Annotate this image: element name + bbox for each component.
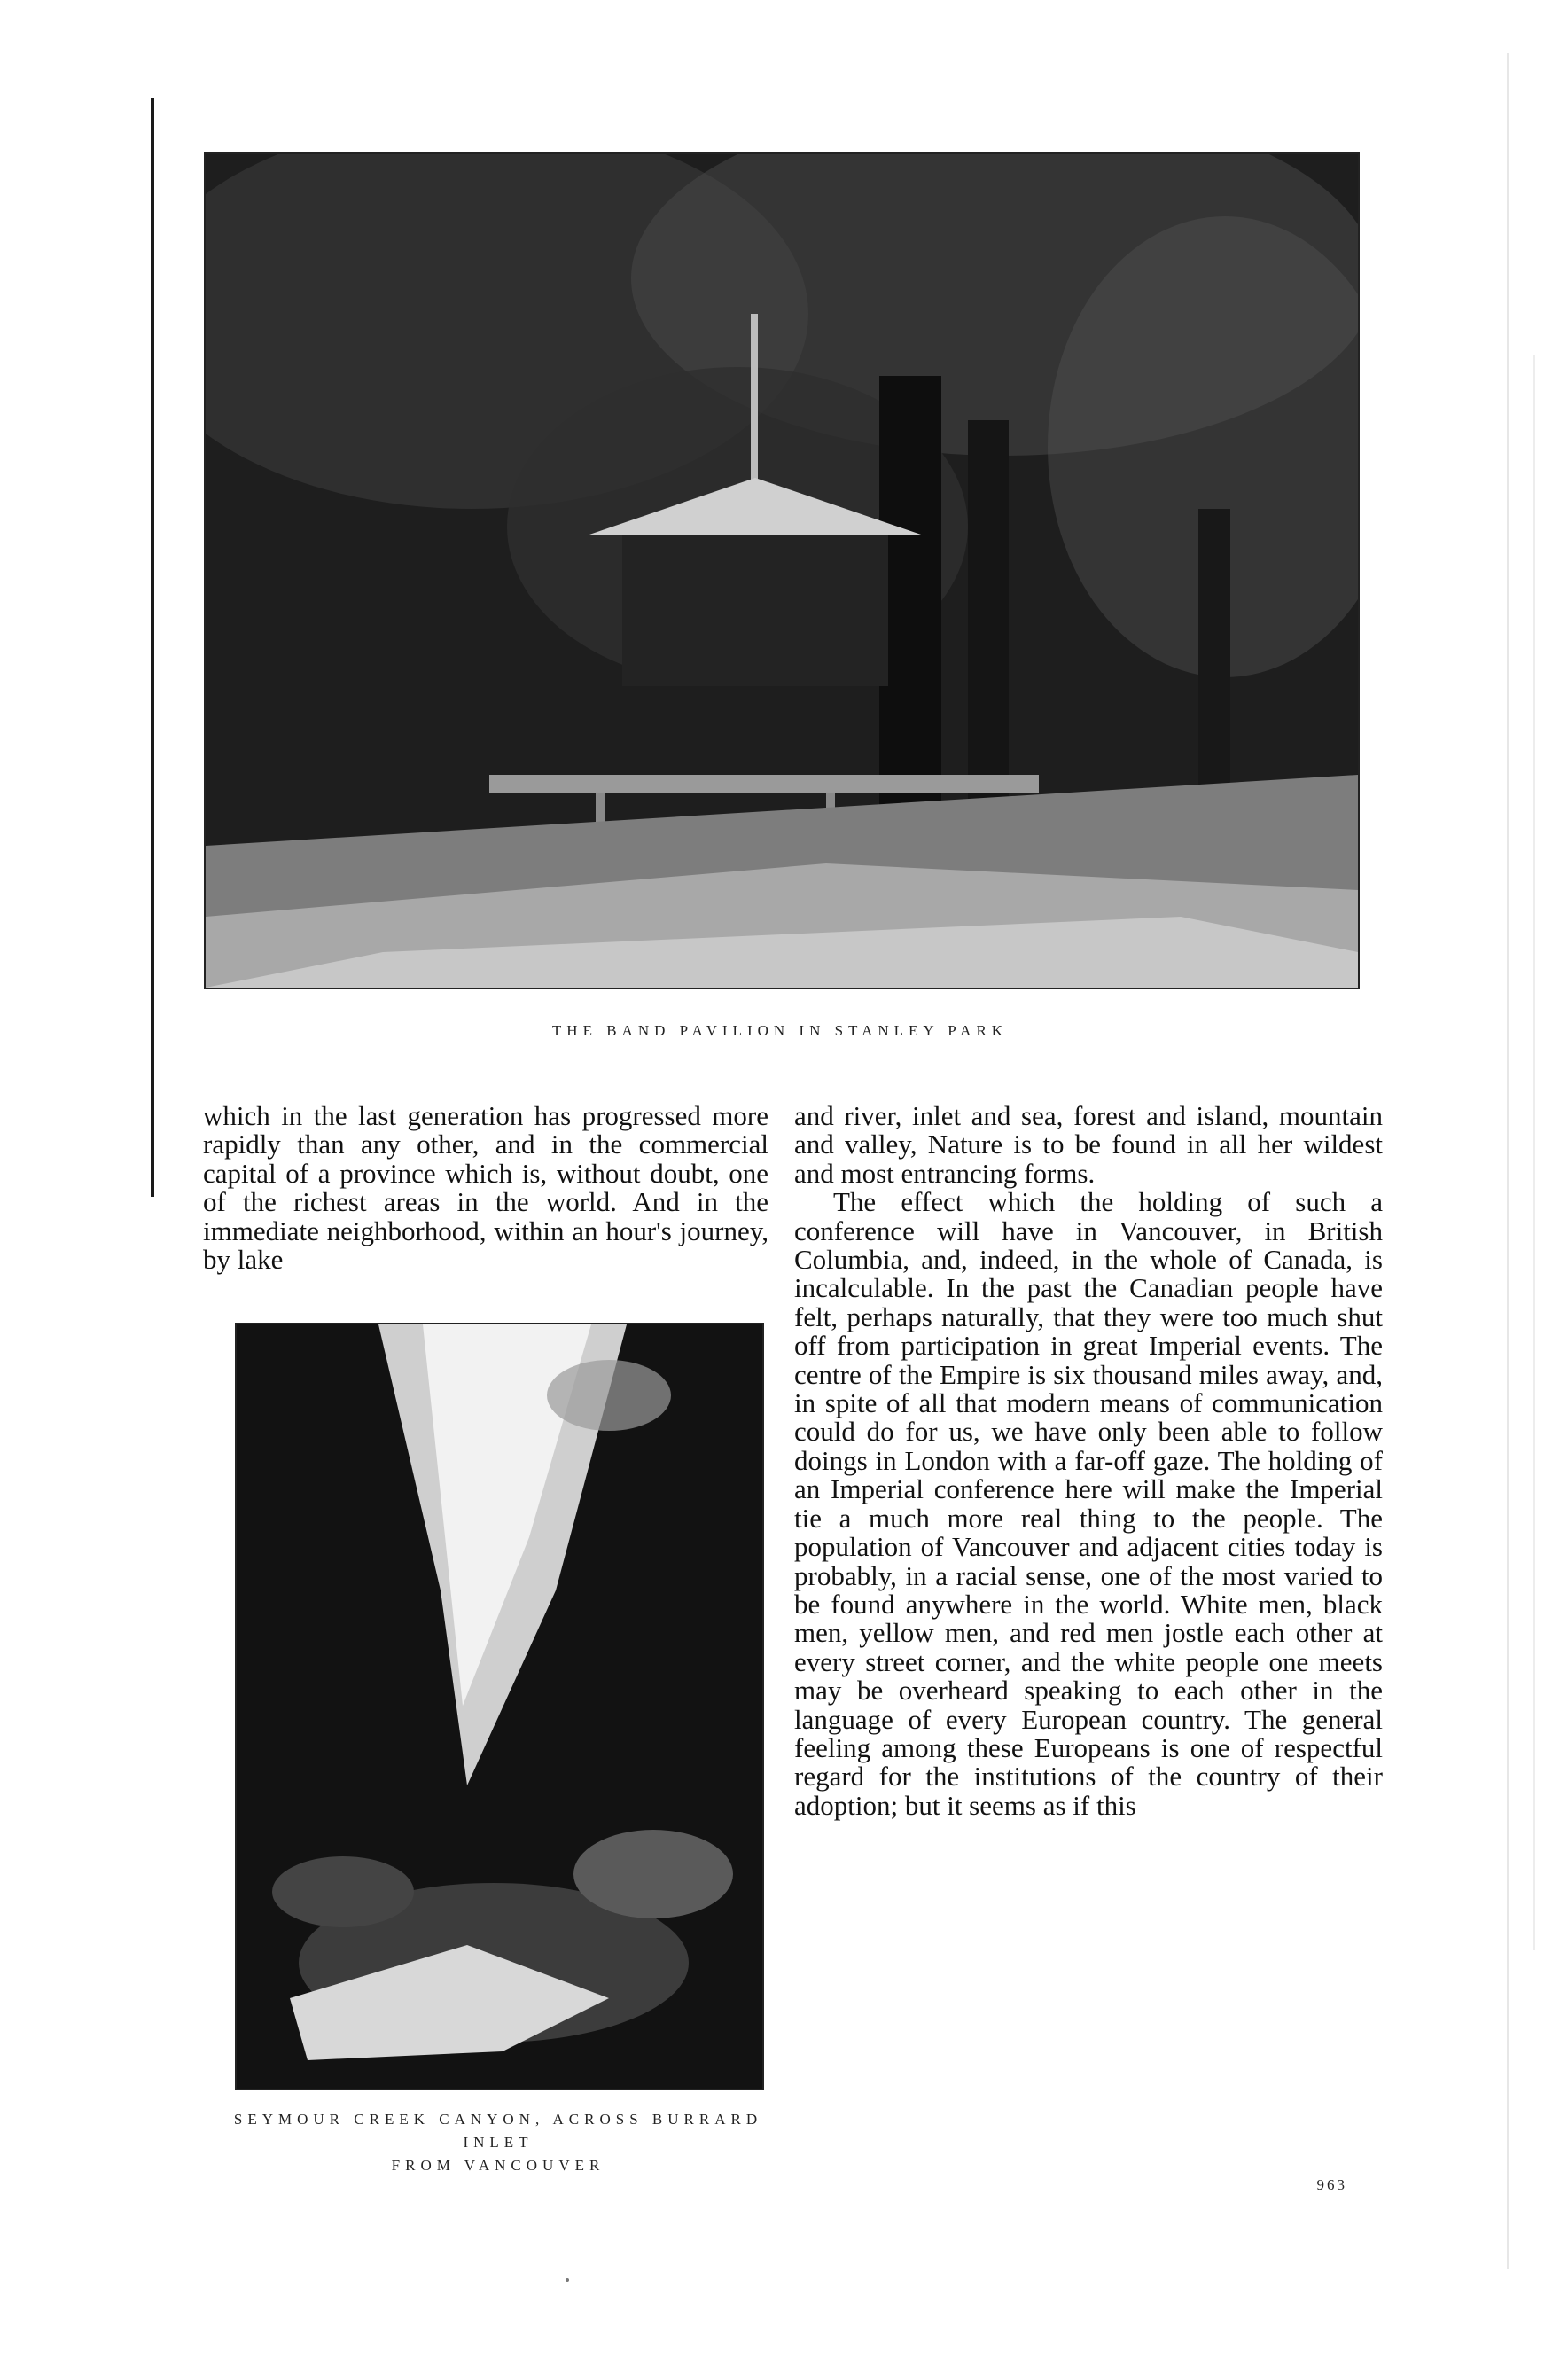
caption-line-2: FROM VANCOUVER [391, 2157, 605, 2174]
page-number: 963 [1316, 2176, 1347, 2193]
figure-caption-top: THE BAND PAVILION IN STANLEY PARK [551, 1022, 1009, 1039]
caption-line-1: SEYMOUR CREEK CANYON, ACROSS BURRARD INLET [233, 2111, 763, 2151]
left-column-text [203, 1102, 768, 1274]
canyon-waterfall-photo [235, 1323, 764, 2090]
paragraph: which in the last generation has progressed more rapidly than any other, and in the commercial capital of a province which is, without doubt, one of the richest areas in the world. And in the immediate neighborhood, within an hour's journey, by lake [203, 1100, 768, 1276]
print-speck [566, 2278, 569, 2282]
paragraph: and river, inlet and sea, forest and island, mountain and valley, Nature is to be found in all her wildest and most entrancing forms. [794, 1100, 1383, 1189]
figure-caption-left [202, 2108, 794, 2177]
right-column-text [794, 1102, 1383, 1820]
paragraph: The effect which the holding of such a conference will have in Vancouver, in British Columbia, and, indeed, in the whole of Canada, is incalculable. In the past the Canadian people have felt, perhaps naturally, that they were too much shut off from participation in great Imperial events. The centre of the Empire is six thousand miles away, and, in spite of all that modern means of communication could do for us, we have only been able to follow doings in London with a far-off gaze. The holding of an Imperial conference here will make the Imperial tie a much more real thing to the people. The population of Vancouver and adjacent cities today is probably, in a racial sense, one of the most varied to be found anywhere in the world. White men, black men, yellow men, and red men jostle each other at every street corner, and the white people one meets may be overheard speaking to each other in the language of every European country. The general feeling among these Europeans is one of respectful regard for the institutions of the country of their adoption; but it seems as if this [794, 1186, 1383, 1821]
band-pavilion-photo [204, 152, 1360, 989]
scan-edge-noise [1471, 0, 1568, 2367]
left-margin-rule [151, 98, 154, 1197]
